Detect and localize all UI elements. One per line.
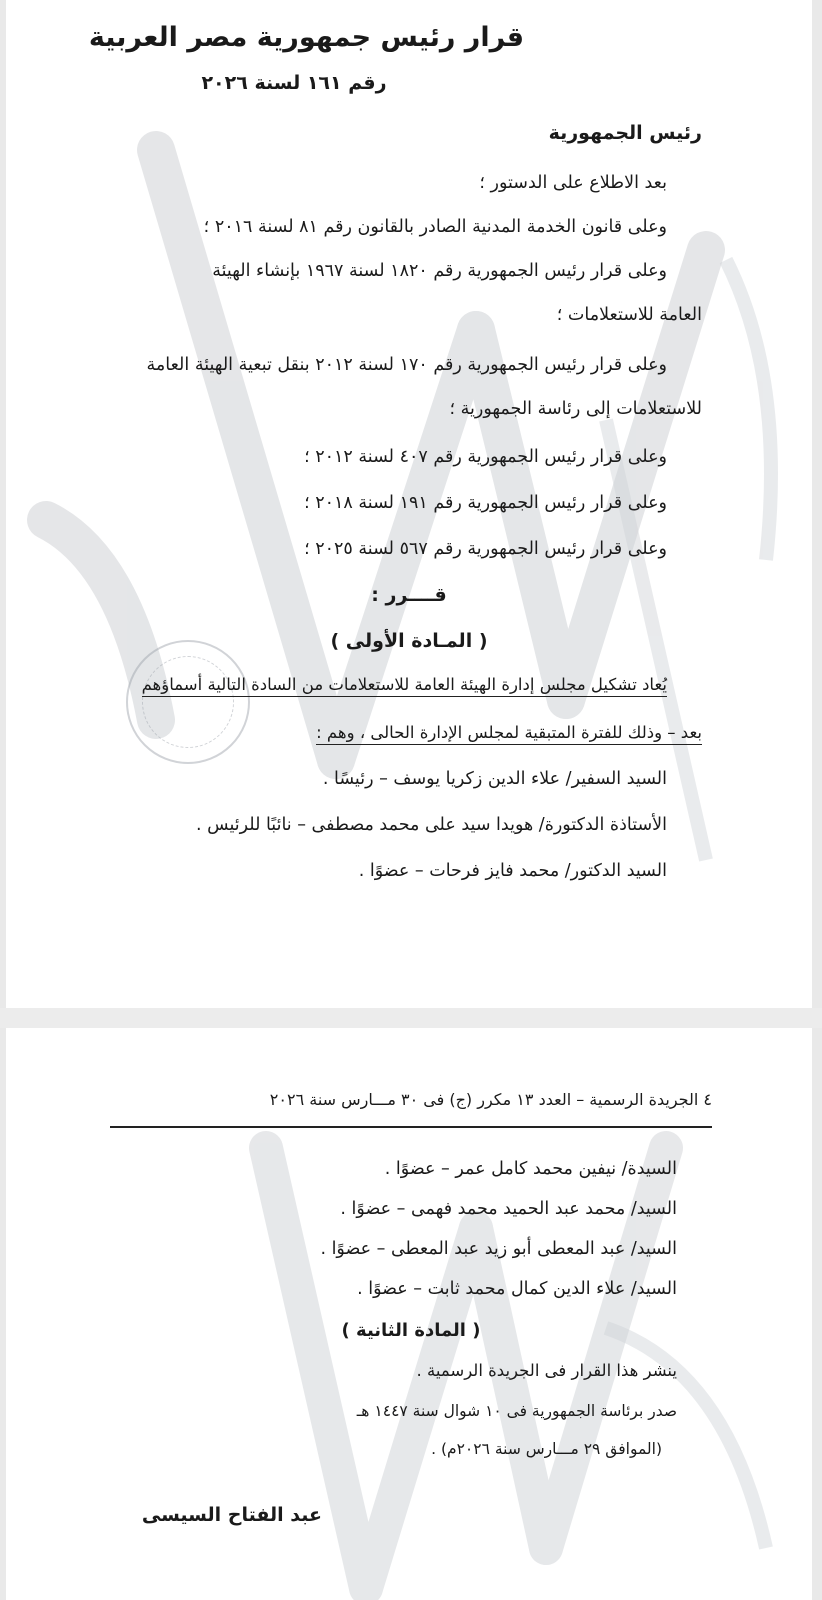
issued-date: صدر برئاسة الجمهورية فى ١٠ شوال سنة ١٤٤٧ هـ bbox=[356, 1402, 677, 1420]
member-line: الأستاذة الدكتورة/ هويدا سيد على محمد مصطفى – نائبًا للرئيس . bbox=[196, 815, 667, 835]
member-line: السيدة/ نيفين محمد كامل عمر – عضوًا . bbox=[384, 1159, 677, 1179]
member-line: السيد السفير/ علاء الدين زكريا يوسف – رئيسًا . bbox=[322, 769, 667, 789]
member-line: السيد/ محمد عبد الحميد محمد فهمى – عضوًا . bbox=[340, 1199, 677, 1219]
decree-title: قرار رئيس جمهورية مصر العربية bbox=[88, 22, 525, 53]
article-2-heading: ( المادة الثانية ) bbox=[341, 1320, 481, 1341]
preamble-line: وعلى قرار رئيس الجمهورية رقم ١٨٢٠ لسنة ١٩٦٧ بإنشاء الهيئة bbox=[212, 261, 667, 281]
member-line: السيد/ عبد المعطى أبو زيد عبد المعطى – عضوًا . bbox=[320, 1239, 677, 1259]
article-2-text: ينشر هذا القرار فى الجريدة الرسمية . bbox=[416, 1361, 677, 1380]
header-rule bbox=[110, 1126, 712, 1128]
article-1-heading: ( المـادة الأولى ) bbox=[330, 630, 488, 652]
preamble-line: وعلى قانون الخدمة المدنية الصادر بالقانون رقم ٨١ لسنة ٢٠١٦ ؛ bbox=[203, 217, 667, 237]
decree-page-1 bbox=[6, 0, 812, 1008]
article-1-text-line bbox=[116, 720, 702, 746]
preamble-line: وعلى قرار رئيس الجمهورية رقم ١٩١ لسنة ٢٠١٨ ؛ bbox=[304, 493, 667, 513]
gazette-header: ٤ الجريدة الرسمية – العدد ١٣ مكرر (ج) فى ٣٠ مـــارس سنة ٢٠٢٦ bbox=[269, 1090, 712, 1109]
preamble-line: وعلى قرار رئيس الجمهورية رقم ٥٦٧ لسنة ٢٠٢٥ ؛ bbox=[304, 539, 667, 559]
preamble-line: وعلى قرار رئيس الجمهورية رقم ١٧٠ لسنة ٢٠١٢ بنقل تبعية الهيئة العامة bbox=[146, 355, 667, 375]
article-1-text: بعد – وذلك للفترة المتبقية لمجلس الإدارة الحالى ، وهم : bbox=[316, 723, 702, 745]
decided-heading: قــــرر : bbox=[371, 584, 447, 606]
signature: عبد الفتاح السيسى bbox=[141, 1504, 322, 1526]
preamble-line: بعد الاطلاع على الدستور ؛ bbox=[479, 173, 667, 193]
issuer-heading: رئيس الجمهورية bbox=[548, 122, 702, 144]
preamble-line: وعلى قرار رئيس الجمهورية رقم ٤٠٧ لسنة ٢٠١٢ ؛ bbox=[304, 447, 667, 467]
preamble-line: للاستعلامات إلى رئاسة الجمهورية ؛ bbox=[449, 399, 702, 419]
member-line: السيد/ علاء الدين كمال محمد ثابت – عضوًا . bbox=[357, 1279, 677, 1299]
member-line: السيد الدكتور/ محمد فايز فرحات – عضوًا . bbox=[358, 861, 667, 881]
preamble-line: العامة للاستعلامات ؛ bbox=[556, 305, 702, 325]
article-1-text-line bbox=[116, 672, 667, 698]
decree-number: رقم ١٦١ لسنة ٢٠٢٦ bbox=[201, 72, 387, 94]
corresponding-date: (الموافق ٢٩ مـــارس سنة ٢٠٢٦م) . bbox=[431, 1440, 662, 1458]
article-1-text: يُعاد تشكيل مجلس إدارة الهيئة العامة للاستعلامات من السادة التالية أسماؤهم bbox=[142, 675, 667, 697]
page-divider bbox=[0, 1008, 822, 1028]
